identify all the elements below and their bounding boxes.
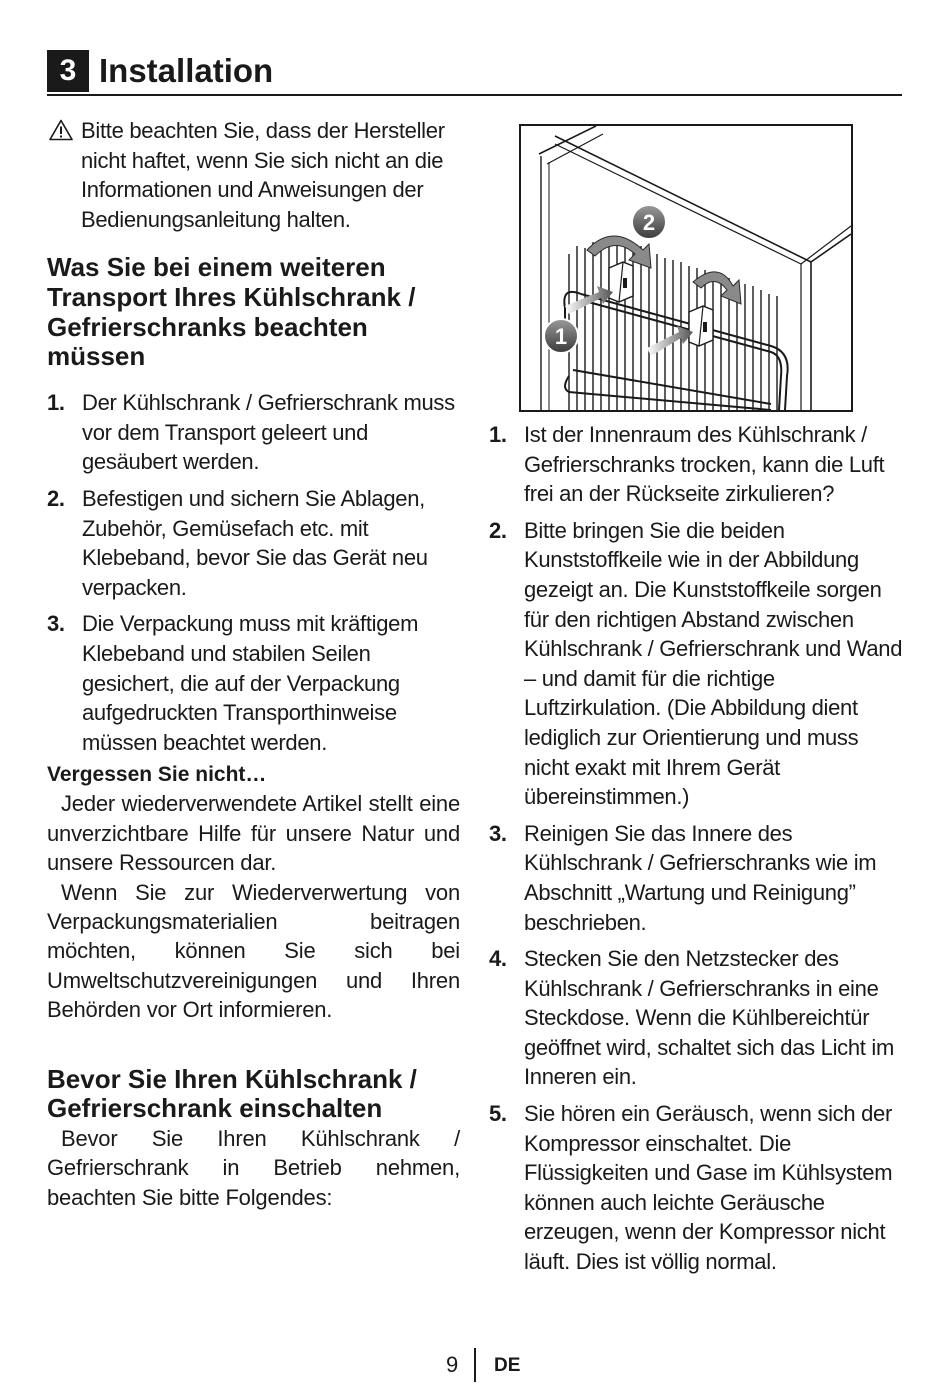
step-number: 2. [47,485,65,511]
footer-divider [474,1348,476,1382]
curved-arrow-right [693,272,741,304]
callout-badge-1 [544,319,578,353]
before-steps [489,420,904,1277]
list-item [489,516,904,812]
illustration-drawing [521,126,851,410]
straight-arrow-left [565,286,613,314]
step-number: 2. [489,517,507,543]
recycling-subheading: Vergessen Sie nicht… [47,763,267,787]
list-item [489,420,904,509]
wedge-installation-illustration [519,124,853,412]
step-text: Sie hören ein Geräusch, wenn sich der Kompressor einschaltet. Die Flüssigkeiten und Gase im Kühlsystem können auch leichte Geräusche erzeugen, wenn der Kompressor nicht läuft. Dies ist völlig normal. [524,1101,893,1275]
condenser-grid [569,238,777,410]
transport-steps [47,388,460,757]
page-number: 9 [446,1352,459,1377]
straight-arrow-right [647,326,693,356]
chapter-number: 3 [47,50,89,92]
chapter-title: Installation [99,52,274,89]
fridge-top [539,126,851,248]
callout-label-2: 2 [642,210,656,235]
step-text: Befestigen und sichern Sie Ablagen, Zubehör, Gemüsefach etc. mit Klebeband, bevor Sie das Gerät neu verpacken. [82,485,428,600]
transport-heading: Was Sie bei einem weiteren Transport Ihres Kühlschrank / Gefrierschranks beachten müssen [47,252,416,372]
page-footer [0,1348,950,1382]
callout-label-1: 1 [554,324,568,349]
condenser-tubes [564,292,787,410]
list-item [47,388,460,477]
language-code: DE [494,1355,521,1376]
list-item [489,819,904,937]
step-number: 3. [489,820,507,846]
right-column [489,420,904,1284]
before-heading: Bevor Sie Ihren Kühlschrank / Gefrierschrank einschalten [47,1063,417,1124]
plastic-wedge-left [609,262,633,302]
plastic-wedge-right [689,306,713,346]
step-number: 4. [489,946,507,972]
warning-text: Bitte beachten Sie, dass der Hersteller nicht haftet, wenn Sie sich nicht an die Informationen und Anweisungen der Bedienungsanleitung halten. [81,118,445,232]
list-item [47,609,460,757]
step-text: Stecken Sie den Netzstecker des Kühlschrank / Gefrierschranks in eine Steckdose. Wenn die Kühlbereichtür geöffnet wird, schaltet sich das Licht im Inneren ein. [524,946,895,1090]
step-text: Bitte bringen Sie die beiden Kunststoffkeile wie in der Abbildung gezeigt an. Die Kunststoffkeile sorgen für den richtigen Abstand zwischen Kühlschrank / Gefrierschrank und Wand – und damit für die richtige Luftzirkulation. (Die Abbildung dient lediglich zur Orientierung und muss nicht exakt mit Ihrem Gerät übereinstimmen.) [524,517,903,810]
step-text: Ist der Innenraum des Kühlschrank / Gefrierschranks trocken, kann die Luft frei an der Rückseite zirkulieren? [524,422,885,507]
warning-note [47,116,460,234]
warning-triangle-icon [49,119,73,141]
before-intro: Bevor Sie Ihren Kühlschrank / Gefrierschrank in Betrieb nehmen, beachten Sie bitte Folgendes: [47,1125,460,1210]
left-column [47,116,460,1212]
fridge-edge [811,234,851,262]
step-text: Die Verpackung muss mit kräftigem Klebeband und stabilen Seilen gesichert, die auf der Verpackung aufgedruckten Transporthinweise müssen beachtet werden. [82,611,419,755]
callout-badge-2 [632,205,666,239]
list-item [489,1099,904,1277]
step-number: 5. [489,1101,507,1127]
step-text: Der Kühlschrank / Gefrierschrank muss vor dem Transport geleert und gesäubert werden. [82,390,455,475]
step-number: 1. [489,422,507,447]
recycling-paragraph: Wenn Sie zur Wiederverwertung von Verpackungsmaterialien beitragen möchten, können Sie sich bei Umweltschutzvereinigungen und Ihren Behörden vor Ort informieren. [47,879,460,1023]
step-text: Reinigen Sie das Innere des Kühlschrank / Gefrierschranks wie im Abschnitt „Wartung und Reinigung” beschrieben. [524,820,877,935]
list-item [489,944,904,1092]
recycling-paragraph: Jeder wiederverwendete Artikel stellt eine unverzichtbare Hilfe für unsere Natur und unsere Ressourcen dar. [47,791,460,876]
step-number: 1. [47,390,65,416]
chapter-header [47,50,902,96]
list-item [47,484,460,602]
step-number: 3. [47,611,65,637]
